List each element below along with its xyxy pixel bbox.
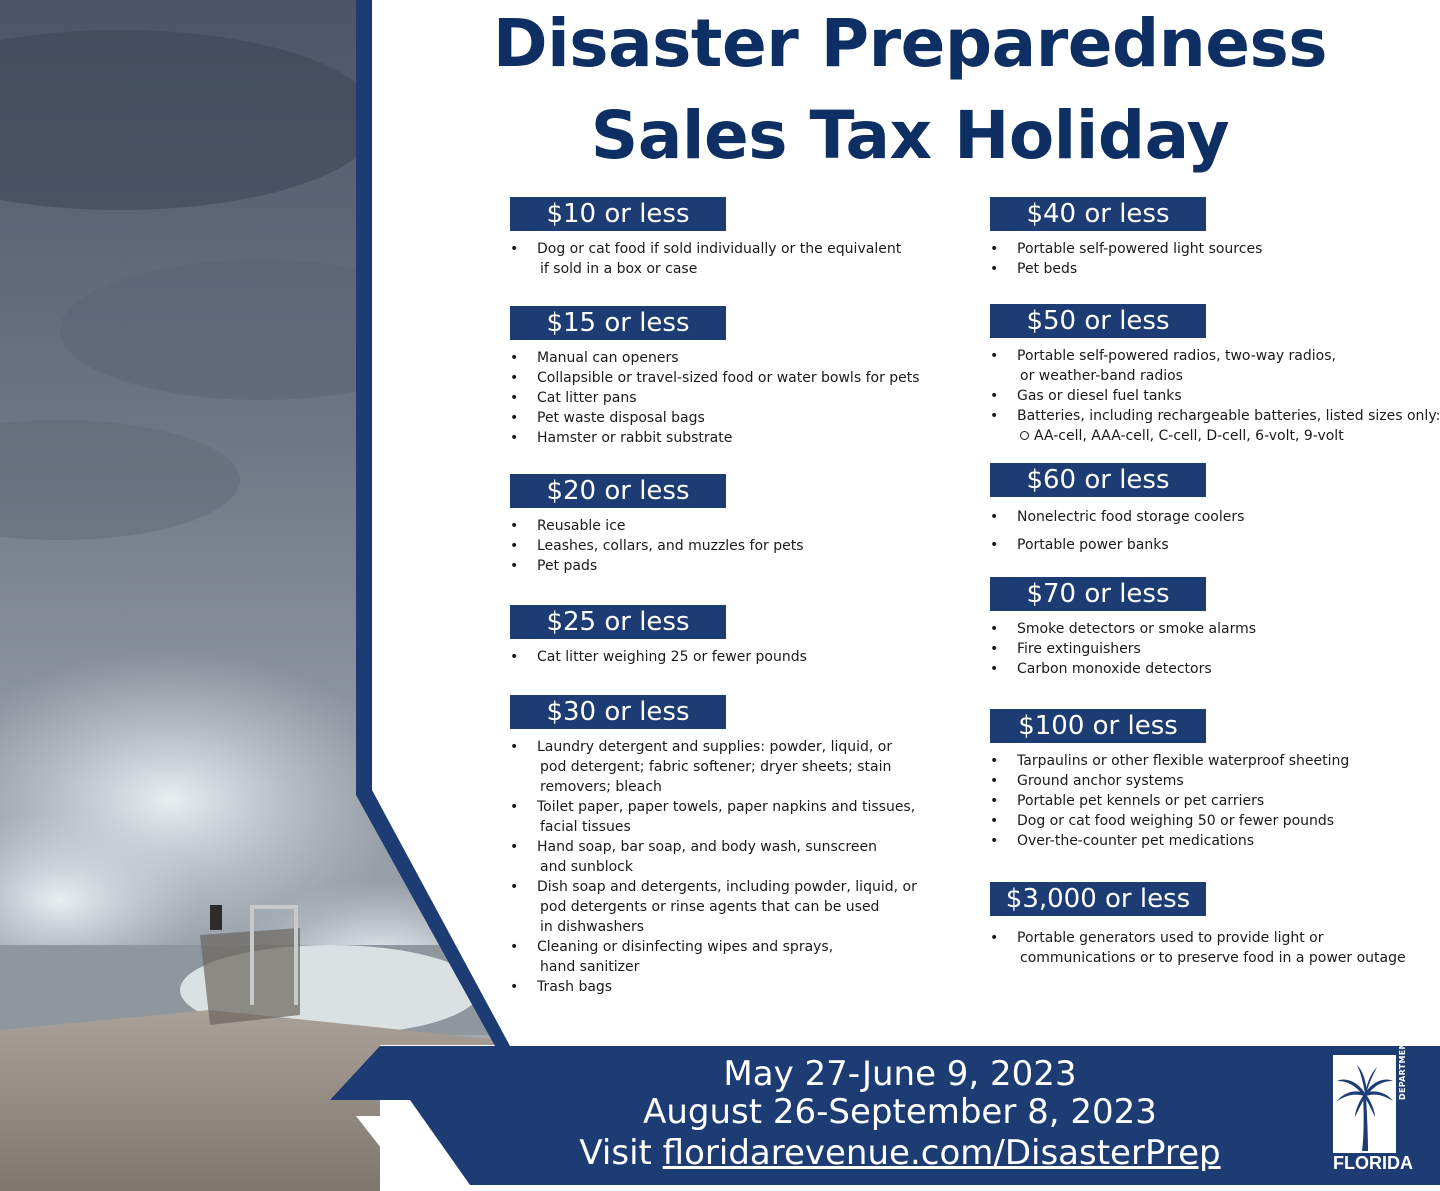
date-range-1: May 27-June 9, 2023 bbox=[723, 1054, 1077, 1094]
list-item: • Toilet paper, paper towels, paper napkins and tissues, bbox=[510, 797, 917, 817]
list-item: • Ground anchor systems bbox=[990, 771, 1349, 791]
item-list bbox=[990, 346, 1440, 446]
section-15 bbox=[510, 306, 920, 448]
list-item-continued: or weather-band radios bbox=[1020, 368, 1183, 384]
date-range-2: August 26-September 8, 2023 bbox=[643, 1092, 1157, 1132]
list-item: • Portable generators used to provide light or bbox=[990, 928, 1406, 948]
price-header: $40 or less bbox=[990, 197, 1206, 231]
list-item: • Dog or cat food weighing 50 or fewer pounds bbox=[990, 811, 1349, 831]
item-list bbox=[990, 239, 1262, 279]
department-of-revenue-label: DEPARTMENT OF REVENUE bbox=[1398, 973, 1407, 1100]
price-header: $15 or less bbox=[510, 306, 726, 340]
section-100 bbox=[990, 709, 1349, 851]
list-item: • Leashes, collars, and muzzles for pets bbox=[510, 536, 804, 556]
item-list bbox=[510, 348, 920, 448]
list-item: • Fire extinguishers bbox=[990, 639, 1256, 659]
title-line-1: Disaster Preparedness bbox=[492, 5, 1328, 82]
price-header: $3,000 or less bbox=[990, 882, 1206, 916]
visit-line bbox=[579, 1133, 1220, 1173]
list-item: • Tarpaulins or other flexible waterproof sheeting bbox=[990, 751, 1349, 771]
list-item: • Cat litter weighing 25 or fewer pounds bbox=[510, 647, 807, 667]
list-item: • Smoke detectors or smoke alarms bbox=[990, 619, 1256, 639]
price-header: $10 or less bbox=[510, 197, 726, 231]
website-link[interactable]: floridarevenue.com/DisasterPrep bbox=[662, 1133, 1221, 1173]
list-item: • Nonelectric food storage coolers bbox=[990, 507, 1244, 527]
item-list bbox=[990, 507, 1244, 555]
list-item: • Trash bags bbox=[510, 977, 917, 997]
list-item: • Dish soap and detergents, including powder, liquid, or bbox=[510, 877, 917, 897]
list-item: • Collapsible or travel-sized food or water bowls for pets bbox=[510, 368, 920, 388]
price-header: $60 or less bbox=[990, 463, 1206, 497]
list-item: • Portable power banks bbox=[990, 535, 1244, 555]
price-header: $25 or less bbox=[510, 605, 726, 639]
section-20 bbox=[510, 474, 804, 576]
section-50 bbox=[990, 304, 1440, 446]
item-list bbox=[990, 928, 1406, 968]
florida-logo-text: FLORIDA bbox=[1333, 1153, 1413, 1173]
circle-bullet-icon bbox=[1020, 431, 1029, 440]
list-item: • Pet pads bbox=[510, 556, 804, 576]
list-item-continued: pod detergents or rinse agents that can be used bbox=[540, 899, 880, 915]
item-list bbox=[990, 751, 1349, 851]
list-item-continued: if sold in a box or case bbox=[540, 261, 698, 277]
list-item-continued: hand sanitizer bbox=[540, 959, 640, 975]
list-item: • Batteries, including rechargeable batteries, listed sizes only: bbox=[990, 406, 1440, 426]
list-item: • Portable self-powered radios, two-way radios, bbox=[990, 346, 1440, 366]
list-item: • Laundry detergent and supplies: powder, liquid, or bbox=[510, 737, 917, 757]
list-item: • Manual can openers bbox=[510, 348, 920, 368]
list-item: • Carbon monoxide detectors bbox=[990, 659, 1256, 679]
price-header: $70 or less bbox=[990, 577, 1206, 611]
footer-bar bbox=[380, 1048, 1440, 1185]
list-item: • Pet waste disposal bags bbox=[510, 408, 920, 428]
section-25 bbox=[510, 605, 807, 667]
item-list bbox=[510, 737, 917, 997]
price-header: $50 or less bbox=[990, 304, 1206, 338]
section-30 bbox=[510, 695, 917, 997]
list-item: • Hand soap, bar soap, and body wash, sunscreen bbox=[510, 837, 917, 857]
list-item: • Pet beds bbox=[990, 259, 1262, 279]
list-item: • Cat litter pans bbox=[510, 388, 920, 408]
list-item: • Over-the-counter pet medications bbox=[990, 831, 1349, 851]
list-item: • Gas or diesel fuel tanks bbox=[990, 386, 1440, 406]
list-item-continued: communications or to preserve food in a power outage bbox=[1020, 950, 1406, 966]
section-60 bbox=[990, 463, 1244, 555]
item-list bbox=[510, 239, 901, 279]
list-item-continued: and sunblock bbox=[540, 859, 633, 875]
price-header: $20 or less bbox=[510, 474, 726, 508]
price-header: $100 or less bbox=[990, 709, 1206, 743]
list-item: • Portable self-powered light sources bbox=[990, 239, 1262, 259]
list-item-continued: pod detergent; fabric softener; dryer sheets; stain bbox=[540, 759, 892, 775]
list-item-continued: removers; bleach bbox=[540, 779, 662, 795]
list-item: • Dog or cat food if sold individually or the equivalent bbox=[510, 239, 901, 259]
list-item-continued: in dishwashers bbox=[540, 919, 645, 935]
list-item: • Hamster or rabbit substrate bbox=[510, 428, 920, 448]
section-40 bbox=[990, 197, 1262, 279]
section-70 bbox=[990, 577, 1256, 679]
list-item: • Reusable ice bbox=[510, 516, 804, 536]
section-10 bbox=[510, 197, 901, 279]
section-3000 bbox=[990, 882, 1406, 968]
item-list bbox=[510, 647, 807, 667]
item-list bbox=[990, 619, 1256, 679]
battery-sizes: AA-cell, AAA-cell, C-cell, D-cell, 6-volt, 9-volt bbox=[1034, 428, 1344, 444]
sub-list-item bbox=[990, 426, 1440, 446]
list-item: • Portable pet kennels or pet carriers bbox=[990, 791, 1349, 811]
item-list bbox=[510, 516, 804, 576]
list-item: • Cleaning or disinfecting wipes and sprays, bbox=[510, 937, 917, 957]
price-header: $30 or less bbox=[510, 695, 726, 729]
list-item-continued: facial tissues bbox=[540, 819, 631, 835]
title-line-2: Sales Tax Holiday bbox=[590, 97, 1230, 174]
visit-label: Visit bbox=[579, 1133, 652, 1173]
